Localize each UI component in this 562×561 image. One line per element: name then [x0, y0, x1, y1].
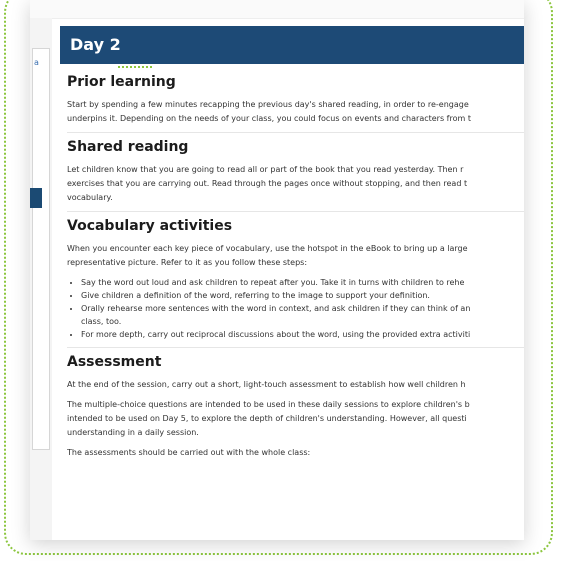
day-header — [60, 26, 524, 64]
list-item: • Give children a definition of the word, referring to the image to support your definition. — [81, 289, 524, 302]
shared-reading-text: Let children know that you are going to read all or part of the book that you read yesterday. Then r exercises that you are carrying out. Read through the pages once without stopping, and then read t vocabulary. — [67, 165, 468, 202]
divider — [67, 347, 524, 348]
sidebar — [30, 18, 52, 540]
assessment-text-3: The assessments should be carried out with the whole class: — [67, 448, 311, 457]
sidebar-panel — [32, 48, 50, 450]
shared-reading-heading: Shared reading — [67, 139, 189, 155]
lesson-content — [60, 26, 524, 540]
app-window — [30, 0, 524, 540]
day-title: Day 2 — [70, 35, 121, 54]
vocabulary-steps-list — [67, 276, 524, 341]
vocabulary-intro: When you encounter each key piece of vocabulary, use the hotspot in the eBook to bring up a large representative picture. Refer to it as you follow these steps: — [67, 244, 468, 267]
assessment-heading: Assessment — [67, 354, 162, 370]
prior-learning-heading: Prior learning — [67, 74, 176, 90]
vocabulary-heading: Vocabulary activities — [67, 218, 233, 234]
divider — [67, 211, 524, 212]
prior-learning-text: Start by spending a few minutes recapping the previous day's shared reading, in order to re-engage underpins it. Depending on the needs of your class, you could focus on events and characters from t — [67, 100, 471, 123]
top-bar — [30, 0, 524, 19]
divider — [67, 132, 524, 133]
assessment-text-1: At the end of the session, carry out a short, light-touch assessment to establish how well children h — [67, 380, 466, 389]
accent-divider — [118, 66, 152, 68]
list-item: • Orally rehearse more sentences with the word in context, and ask children if they can think of an class, too. — [81, 302, 524, 328]
assessment-text-2: The multiple-choice questions are intended to be used in these daily sessions to explore children's b intended to be used on Day 5, to explore the depth of children's understanding. However, all questi understanding in a daily session. — [67, 400, 470, 437]
sidebar-link[interactable]: a — [34, 58, 39, 67]
sidebar-active-item[interactable] — [30, 188, 42, 208]
list-item: • Say the word out loud and ask children to repeat after you. Take it in turns with children to rehe — [81, 276, 524, 289]
list-item: • For more depth, carry out reciprocal discussions about the word, using the provided extra activiti — [81, 328, 524, 341]
